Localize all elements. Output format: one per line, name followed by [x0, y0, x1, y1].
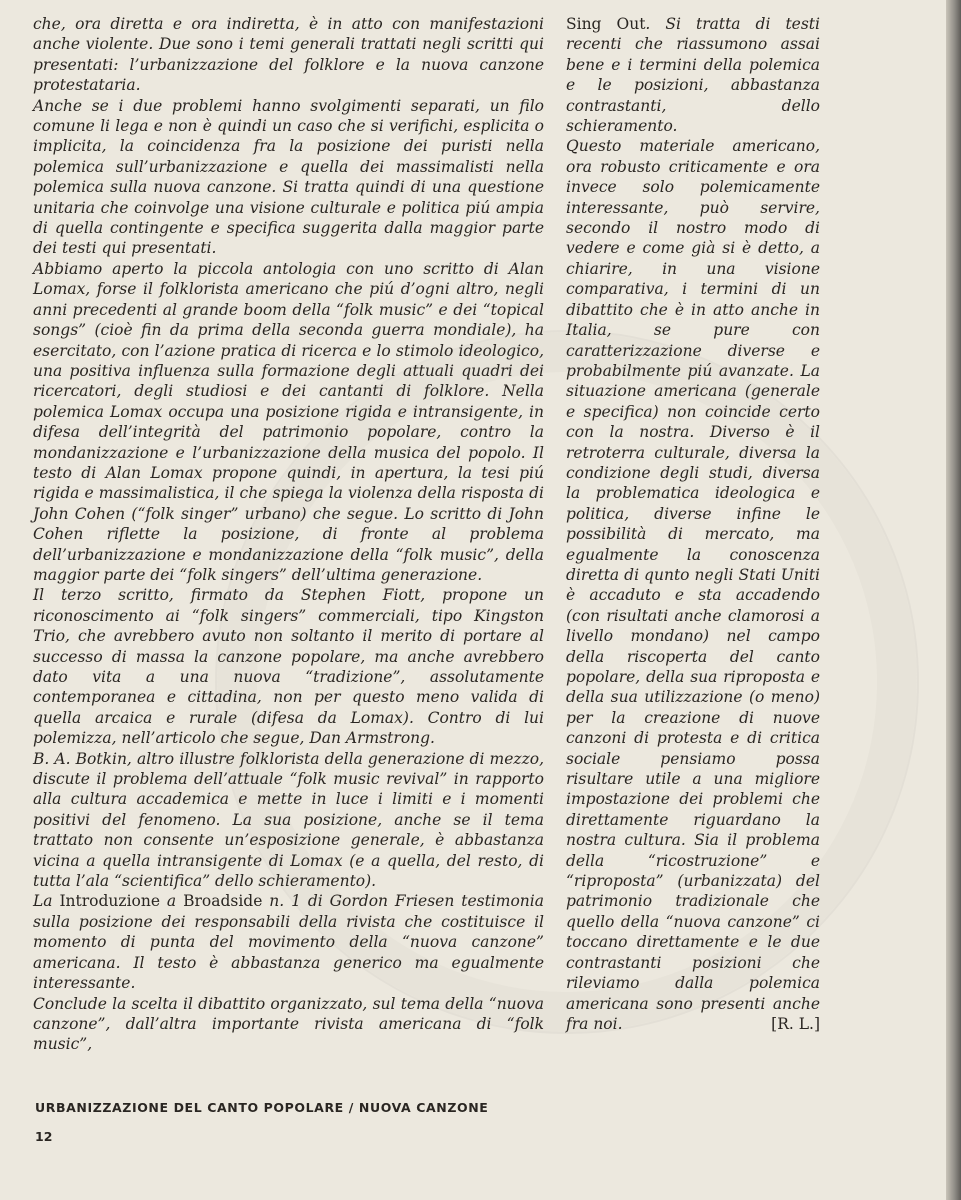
author-signature: [R. L.]: [771, 1014, 820, 1033]
left-column: [33, 14, 544, 1055]
paragraph-1: che, ora diretta e ora indiretta, è in atto con manifestazioni anche violente. Due sono i temi generali trattati negli scritti qui presentati: l’urbanizzazione del folklore e la nuova canzone protestataria.: [33, 15, 544, 95]
paragraph-6: [33, 891, 544, 993]
introduzione-title: Introduzione: [59, 892, 161, 911]
p6-text-b: a: [160, 892, 184, 911]
paragraph-3: Abbiamo aperto la piccola antologia con uno scritto di Alan Lomax, forse il folklorista americano che piú d’ogni altro, negli anni precedenti al grande boom della “folk music” e dei “topical songs” (cioè fin da prima della seconda guerra mondiale), ha esercitato, con l’azione pratica di ricerca e lo stimolo ideologico, una positiva influenza sulla formazione degli attuali quadri dei ricercatori, degli studiosi e dei cantanti di folklore. Nella polemica Lomax occupa una posizione rigida e intransigente, in difesa dell’integrità del patrimonio popolare, contro la mondanizzazione e l’urbanizzazione della musica del popolo. Il testo di Alan Lomax propone quindi, in apertura, la tesi piú rigida e massimalistica, il che spiega la violenza della risposta di John Cohen (“folk singer” urbano) che segue. Lo scritto di John Cohen riflette la posizione, di fronte al problema dell’urbanizzazione e mondanizzazione della “folk music”, della maggior parte dei “folk singers” dell’ultima generazione.: [33, 259, 544, 584]
right-p2-text: Questo materiale americano, ora robusto criticamente e ora invece solo polemicamente interessante, può servire, secondo il nostro modo di vedere e come già si è detto, a chiarire, in una visione comparativa, i termini di un dibattito che è in atto anche in Italia, se pure con caratterizzazione diverse e probabilmente piú avanzate. La situazione americana (generale e specifica) non coincide certo con la nostra. Diverso è il retroterra culturale, diversa la condizione degli studi, diversa la problematica ideologica e politica, diverse infine le possibilità di mercato, ma egualmente la conoscenza diretta di qunto negli Stati Uniti è accaduto e sta accadendo (con risultati anche clamorosi a livello mondano) nel campo della riscoperta del canto popolare, della sua riproposta e della sua utilizzazione (o meno) per la creazione di nuove canzoni di protesta e di critica sociale pensiamo possa risultare utile a una migliore impostazione dei problemi che direttamente riguardano la nostra cultura. Sia il problema della “ricostruzione” e “riproposta” (urbanizzata) del patrimonio tradizionale che quello della “nuova canzone” ci toccano direttamente e le due contrastanti posizioni che rileviamo dalla polemica americana sono presenti anche fra noi.: [566, 137, 820, 1033]
right-paragraph-1: [566, 14, 820, 136]
p6-text-a: La: [33, 892, 60, 911]
broadside-title: Broadside: [183, 892, 263, 911]
p6-text-c: n. 1 di Gordon Friesen testimonia sulla posizione dei responsabili della rivista che costituisce il momento di punta del movimento della “nuova canzone” americana. Il testo è abbastanza generico ma egualmente interessante.: [33, 892, 544, 993]
right-p1-rest: . Si tratta di testi recenti che riassumono assai bene e i termini della polemica e le posizioni, abbastanza contrastanti, dello schieramento.: [566, 15, 820, 136]
running-title: URBANIZZAZIONE DEL CANTO POPOLARE / NUOVA CANZONE: [35, 1100, 489, 1115]
paragraph-2: Anche se i due problemi hanno svolgimenti separati, un filo comune li lega e non è quindi un caso che si verifichi, esplicita o implicita, la coincidenza fra la posizione dei puristi nella polemica sull’urbanizzazione e quella dei massimalisti nella polemica sulla nuova canzone. Si tratta quindi di una questione unitaria che coinvolge una visione culturale e politica piú ampia di quella contingente e specifica suggerita dalla maggior parte dei testi qui presentati.: [33, 96, 544, 258]
binding-edge: [946, 0, 961, 1200]
right-paragraph-2: [566, 136, 820, 1034]
paragraph-7: Conclude la scelta il dibattito organizzato, sul tema della “nuova canzone”, dall’altra importante rivista americana di “folk music”,: [33, 994, 544, 1054]
paragraph-4: Il terzo scritto, firmato da Stephen Fiott, propone un riconoscimento ai “folk singers” commerciali, tipo Kingston Trio, che avrebbero avuto non soltanto il merito di portare al successo di massa la canzone popolare, ma anche avrebbero dato vita a una nuova “tradizione”, assolutamente contemporanea e cittadina, non per questo meno valida di quella arcaica e rurale (difesa da Lomax). Contro di lui polemizza, nell’articolo che segue, Dan Armstrong.: [33, 586, 544, 748]
sing-out-title: Sing Out: [566, 15, 646, 33]
right-column: [566, 14, 820, 1034]
page-number: 12: [35, 1129, 53, 1144]
paragraph-5: B. A. Botkin, altro illustre folklorista della generazione di mezzo, discute il problema dell’attuale “folk music revival” in rapporto alla cultura accademica e mette in luce i limiti e i momenti positivi del fenomeno. La sua posizione, anche se il tema trattato non consente un’esposizione generale, è abbastanza vicina a quella intransigente di Lomax (e a quella, del resto, di tutta l’ala “scientifica” dello schieramento).: [33, 749, 544, 891]
